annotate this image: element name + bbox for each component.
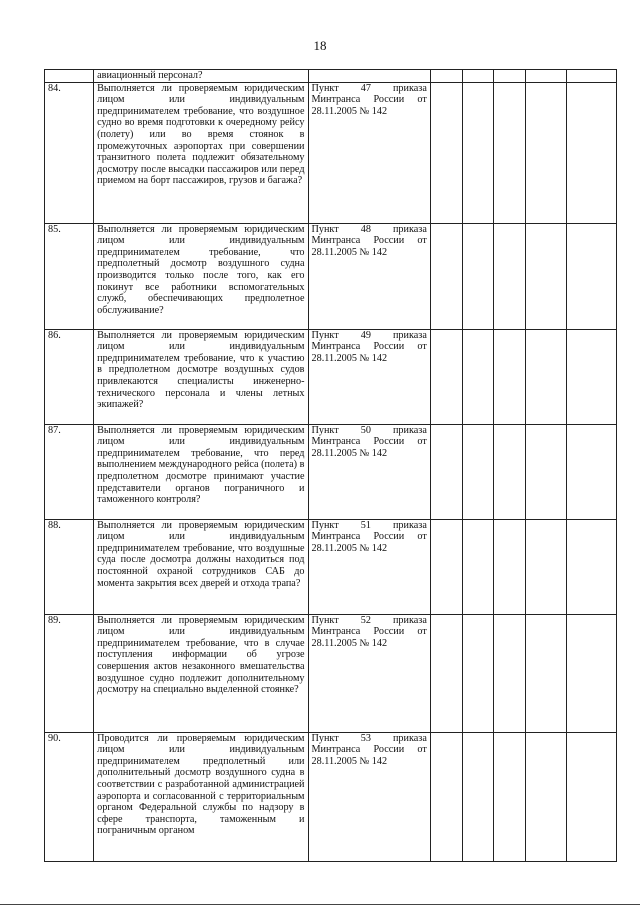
answer-cell bbox=[566, 329, 616, 424]
answer-cell bbox=[463, 519, 493, 614]
answer-cell bbox=[430, 70, 462, 83]
answer-cell bbox=[525, 614, 566, 732]
requirement-question: авиационный персонал? bbox=[94, 70, 308, 83]
row-number: 86. bbox=[45, 329, 94, 424]
answer-cell bbox=[566, 424, 616, 519]
legal-reference bbox=[308, 70, 430, 83]
legal-reference: Пункт 51 приказа Минтранса России от 28.11.2005 № 142 bbox=[308, 519, 430, 614]
row-number: 87. bbox=[45, 424, 94, 519]
table-row bbox=[45, 223, 617, 329]
answer-cell bbox=[463, 223, 493, 329]
legal-reference: Пункт 50 приказа Минтранса России от 28.11.2005 № 142 bbox=[308, 424, 430, 519]
answer-cell bbox=[525, 732, 566, 861]
answer-cell bbox=[493, 732, 525, 861]
row-number-cell bbox=[45, 70, 94, 83]
answer-cell bbox=[566, 82, 616, 223]
answer-cell bbox=[493, 424, 525, 519]
legal-reference: Пункт 47 приказа Минтранса России от 28.11.2005 № 142 bbox=[308, 82, 430, 223]
answer-cell bbox=[566, 732, 616, 861]
requirement-question: Выполняется ли проверяемым юридическим лицом или индивидуальным предпринимателем требование, что в случае поступления информации об угрозе совершения актов незаконного вмешательства воздушное судно подлежит дополнительному досмотру на специально выделенной стоянке? bbox=[94, 614, 308, 732]
answer-cell bbox=[463, 614, 493, 732]
answer-cell bbox=[463, 329, 493, 424]
answer-cell bbox=[525, 424, 566, 519]
answer-cell bbox=[525, 329, 566, 424]
row-number: 89. bbox=[45, 614, 94, 732]
answer-cell bbox=[525, 70, 566, 83]
answer-cell bbox=[525, 223, 566, 329]
answer-cell bbox=[566, 70, 616, 83]
table-row-continuation bbox=[45, 70, 617, 83]
answer-cell bbox=[493, 329, 525, 424]
answer-cell bbox=[430, 614, 462, 732]
answer-cell bbox=[463, 82, 493, 223]
answer-cell bbox=[430, 223, 462, 329]
answer-cell bbox=[493, 614, 525, 732]
requirement-question: Проводится ли проверяемым юридическим лицом или индивидуальным предпринимателем предполетный или дополнительный досмотр воздушного судна в соответствии с разработанной администрацией аэропорта и согласованной с территориальным органом Федеральной службы по надзору в сфере транспорта, таможенным и пограничным органом bbox=[94, 732, 308, 861]
answer-cell bbox=[525, 519, 566, 614]
requirement-question: Выполняется ли проверяемым юридическим лицом или индивидуальным предпринимателем требование, что предполетный досмотр воздушного судна производится только после того, как его покинут все работники вспомогательных служб, обеспечивающих предполетное обслуживание? bbox=[94, 223, 308, 329]
table-row bbox=[45, 732, 617, 861]
checklist-table bbox=[44, 69, 617, 862]
answer-cell bbox=[493, 70, 525, 83]
answer-cell bbox=[566, 614, 616, 732]
answer-cell bbox=[463, 70, 493, 83]
requirement-question: Выполняется ли проверяемым юридическим лицом или индивидуальным предпринимателем требование, что воздушное судно во время подготовки к очередному рейсу (полету) или во время стоянок в промежуточных аэропортах при совершении транзитного полета подлежит обязательному досмотру после высадки пассажиров или перед приемом на борт пассажиров, грузов и багажа? bbox=[94, 82, 308, 223]
answer-cell bbox=[566, 519, 616, 614]
requirement-question: Выполняется ли проверяемым юридическим лицом или индивидуальным предпринимателем требование, что воздушные суда после досмотра должны находиться под постоянной охраной сотрудников САБ до момента закрытия всех дверей и отхода трапа? bbox=[94, 519, 308, 614]
answer-cell bbox=[430, 329, 462, 424]
row-number: 90. bbox=[45, 732, 94, 861]
answer-cell bbox=[430, 732, 462, 861]
answer-cell bbox=[463, 424, 493, 519]
answer-cell bbox=[525, 82, 566, 223]
row-number: 84. bbox=[45, 82, 94, 223]
table-row bbox=[45, 82, 617, 223]
page-number: 18 bbox=[313, 38, 327, 53]
answer-cell bbox=[430, 82, 462, 223]
legal-reference: Пункт 52 приказа Минтранса России от 28.11.2005 № 142 bbox=[308, 614, 430, 732]
table-row bbox=[45, 614, 617, 732]
answer-cell bbox=[566, 223, 616, 329]
legal-reference: Пункт 49 приказа Минтранса России от 28.11.2005 № 142 bbox=[308, 329, 430, 424]
answer-cell bbox=[493, 82, 525, 223]
answer-cell bbox=[493, 223, 525, 329]
requirement-question: Выполняется ли проверяемым юридическим лицом или индивидуальным предпринимателем требование, что к участию в предполетном досмотре воздушных судов привлекаются специалисты инженерно-технического персонала и члены летных экипажей? bbox=[94, 329, 308, 424]
table-row bbox=[45, 329, 617, 424]
answer-cell bbox=[430, 424, 462, 519]
table-row bbox=[45, 519, 617, 614]
requirement-question: Выполняется ли проверяемым юридическим лицом или индивидуальным предпринимателем требование, что перед выполнением международного рейса (полета) в предполетном досмотре принимают участие представители органов пограничного и таможенного контроля? bbox=[94, 424, 308, 519]
row-number: 85. bbox=[45, 223, 94, 329]
answer-cell bbox=[463, 732, 493, 861]
answer-cell bbox=[430, 519, 462, 614]
legal-reference: Пункт 48 приказа Минтранса России от 28.11.2005 № 142 bbox=[308, 223, 430, 329]
row-number: 88. bbox=[45, 519, 94, 614]
answer-cell bbox=[493, 519, 525, 614]
table-row bbox=[45, 424, 617, 519]
legal-reference: Пункт 53 приказа Минтранса России от 28.11.2005 № 142 bbox=[308, 732, 430, 861]
